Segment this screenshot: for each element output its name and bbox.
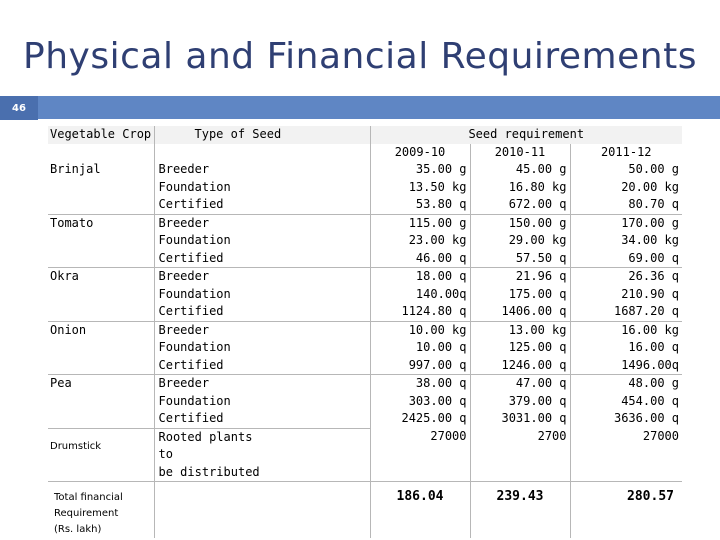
header-vegetable-crop: Vegetable Crop: [48, 126, 154, 144]
gap-cell: [274, 232, 370, 250]
value-2010-11: 2700: [470, 428, 570, 482]
table-row: [48, 357, 682, 375]
value-2009-10: 35.00 g: [370, 161, 470, 179]
table-row: [48, 232, 682, 250]
value-2010-11: 16.80 kg: [470, 179, 570, 197]
table-row: [48, 321, 682, 339]
value-2010-11: 3031.00 q: [470, 410, 570, 428]
seed-type: Foundation: [158, 233, 231, 247]
value-2010-11: 29.00 kg: [470, 232, 570, 250]
value-2010-11: 672.00 q: [470, 196, 570, 214]
requirements-table: [48, 126, 682, 538]
gap-cell: [274, 303, 370, 321]
value-2009-10: 303.00 q: [370, 393, 470, 411]
seed-type: Breeder: [158, 162, 210, 176]
header-row-1: [48, 126, 682, 144]
crop-name: Brinjal: [48, 161, 154, 179]
seed-type: Breeder: [154, 214, 274, 232]
header-year-2010-11: 2010-11: [470, 144, 570, 162]
value-2009-10: 115.00 g: [370, 214, 470, 232]
value-2009-10: 27000: [370, 428, 470, 482]
value-2009-10: 997.00 q: [370, 357, 470, 375]
value-2011-12: 48.00 g: [570, 375, 682, 393]
seed-type: Breeder: [154, 321, 274, 339]
gap-cell: [274, 196, 370, 214]
value-2010-11: 1246.00 q: [470, 357, 570, 375]
value-2011-12: 26.36 q: [570, 268, 682, 286]
total-label-line2: Requirement: [54, 508, 119, 519]
crop-name: [48, 232, 154, 250]
table-row: [48, 286, 682, 304]
value-2011-12: 69.00 q: [628, 250, 679, 265]
seed-type: Certified: [158, 197, 224, 211]
crop-name: [48, 393, 154, 411]
gap-cell: [274, 321, 370, 339]
table-row: [48, 339, 682, 357]
value-2009-10: 38.00 q: [370, 375, 470, 393]
value-2010-11: 13.00 kg: [470, 321, 570, 339]
seed-type-line1: Rooted plants to: [158, 429, 253, 461]
value-2010-11: 175.00 q: [470, 286, 570, 304]
gap-cell: [274, 375, 370, 393]
table-row: [48, 268, 682, 286]
value-2011-12: 80.70 q: [628, 197, 679, 211]
value-2010-11: 150.00 g: [470, 214, 570, 232]
seed-type: Breeder: [154, 375, 274, 393]
table-row-total: [48, 482, 682, 539]
total-label-line1: Total financial: [54, 492, 123, 503]
table-row: [48, 214, 682, 232]
crop-name: Pea: [48, 375, 154, 393]
table-row: [48, 196, 682, 214]
total-2009-10: 186.04: [370, 482, 470, 539]
value-2010-11: 125.00 q: [470, 339, 570, 357]
header-bar: [0, 96, 720, 120]
blank-cell: [154, 482, 274, 539]
table-row: [48, 410, 682, 428]
gap-cell: [274, 250, 370, 268]
value-2010-11: 379.00 q: [470, 393, 570, 411]
crop-name: Onion: [48, 321, 154, 339]
seed-type: Foundation: [158, 340, 231, 354]
header-year-2011-12: 2011-12: [600, 144, 652, 159]
seed-type: Certified: [158, 411, 224, 425]
table-row: [48, 179, 682, 197]
value-2009-10: 13.50 kg: [370, 179, 470, 197]
crop-name: Tomato: [48, 214, 154, 232]
seed-type: Breeder: [154, 268, 274, 286]
crop-name: [48, 410, 154, 428]
value-2009-10: 1124.80 q: [370, 303, 470, 321]
value-2011-12: 170.00 g: [570, 214, 682, 232]
header-type-of-seed-label: Type of Seed: [194, 127, 282, 141]
gap-cell: [274, 214, 370, 232]
total-label: [48, 482, 154, 539]
gap-cell: [274, 286, 370, 304]
gap-cell: [274, 410, 370, 428]
gap-cell: [274, 482, 370, 539]
total-2010-11: 239.43: [470, 482, 570, 539]
seed-type: [154, 428, 274, 482]
crop-name: [48, 339, 154, 357]
value-2011-12: 1687.20 q: [613, 304, 679, 318]
value-2010-11: 57.50 q: [470, 250, 570, 268]
crop-name: [48, 357, 154, 375]
header-year-2009-10: 2009-10: [370, 144, 470, 162]
crop-name: [48, 303, 154, 321]
total-2011-12: 280.57: [570, 482, 682, 539]
crop-name: [48, 179, 154, 197]
value-2009-10: 23.00 kg: [370, 232, 470, 250]
value-2011-12: 50.00 g: [628, 162, 679, 176]
crop-name: [48, 250, 154, 268]
value-2009-10: 46.00 q: [370, 250, 470, 268]
gap-cell: [274, 179, 370, 197]
value-2010-11: 47.00 q: [470, 375, 570, 393]
gap-cell: [274, 161, 370, 179]
crop-name: [48, 196, 154, 214]
header-row-years: [48, 144, 682, 162]
value-2011-12: 16.00 q: [628, 340, 679, 354]
page-number: 46: [0, 96, 38, 120]
value-2009-10: 18.00 q: [370, 268, 470, 286]
header-seed-requirement: Seed requirement: [370, 126, 682, 144]
gap-cell: [274, 339, 370, 357]
value-2011-12: 34.00 kg: [621, 233, 679, 247]
table-row: [48, 250, 682, 268]
value-2009-10: 10.00 q: [370, 339, 470, 357]
table-row-drumstick: [48, 428, 682, 482]
total-label-line3: (Rs. lakh): [54, 524, 102, 535]
seed-type: Certified: [158, 304, 224, 318]
gap-cell: [274, 268, 370, 286]
value-2011-12: 3636.00 q: [613, 411, 679, 425]
value-2011-12: 16.00 kg: [570, 321, 682, 339]
header-type-of-seed: [154, 126, 370, 144]
slide-title: Physical and Financial Requirements: [23, 36, 697, 77]
value-2009-10: 2425.00 q: [370, 410, 470, 428]
seed-type: Foundation: [158, 393, 231, 408]
crop-name: Okra: [48, 268, 154, 286]
table-row: [48, 375, 682, 393]
value-2011-12: 27000: [642, 429, 679, 443]
value-2011-12: 20.00 kg: [621, 179, 679, 194]
crop-name: Drumstick: [48, 428, 154, 482]
value-2011-12: 210.90 q: [621, 286, 679, 301]
value-2009-10: 53.80 q: [370, 196, 470, 214]
header-bar-divider: [38, 119, 720, 121]
gap-cell: [274, 428, 370, 482]
gap-cell: [274, 393, 370, 411]
gap-cell: [274, 357, 370, 375]
value-2010-11: 21.96 q: [470, 268, 570, 286]
value-2011-12: 1496.00q: [621, 357, 679, 372]
seed-type: Foundation: [158, 179, 231, 194]
crop-name: [48, 286, 154, 304]
seed-type-line2: be distributed: [158, 464, 260, 479]
table-row: [48, 161, 682, 179]
table-row: [48, 303, 682, 321]
value-2009-10: 140.00q: [370, 286, 470, 304]
value-2010-11: 1406.00 q: [470, 303, 570, 321]
value-2009-10: 10.00 kg: [370, 321, 470, 339]
seed-type: Certified: [158, 250, 224, 265]
seed-type: Certified: [158, 357, 224, 372]
seed-type: Foundation: [158, 286, 231, 301]
value-2011-12: 454.00 q: [621, 393, 679, 408]
table-row: [48, 393, 682, 411]
value-2010-11: 45.00 g: [470, 161, 570, 179]
